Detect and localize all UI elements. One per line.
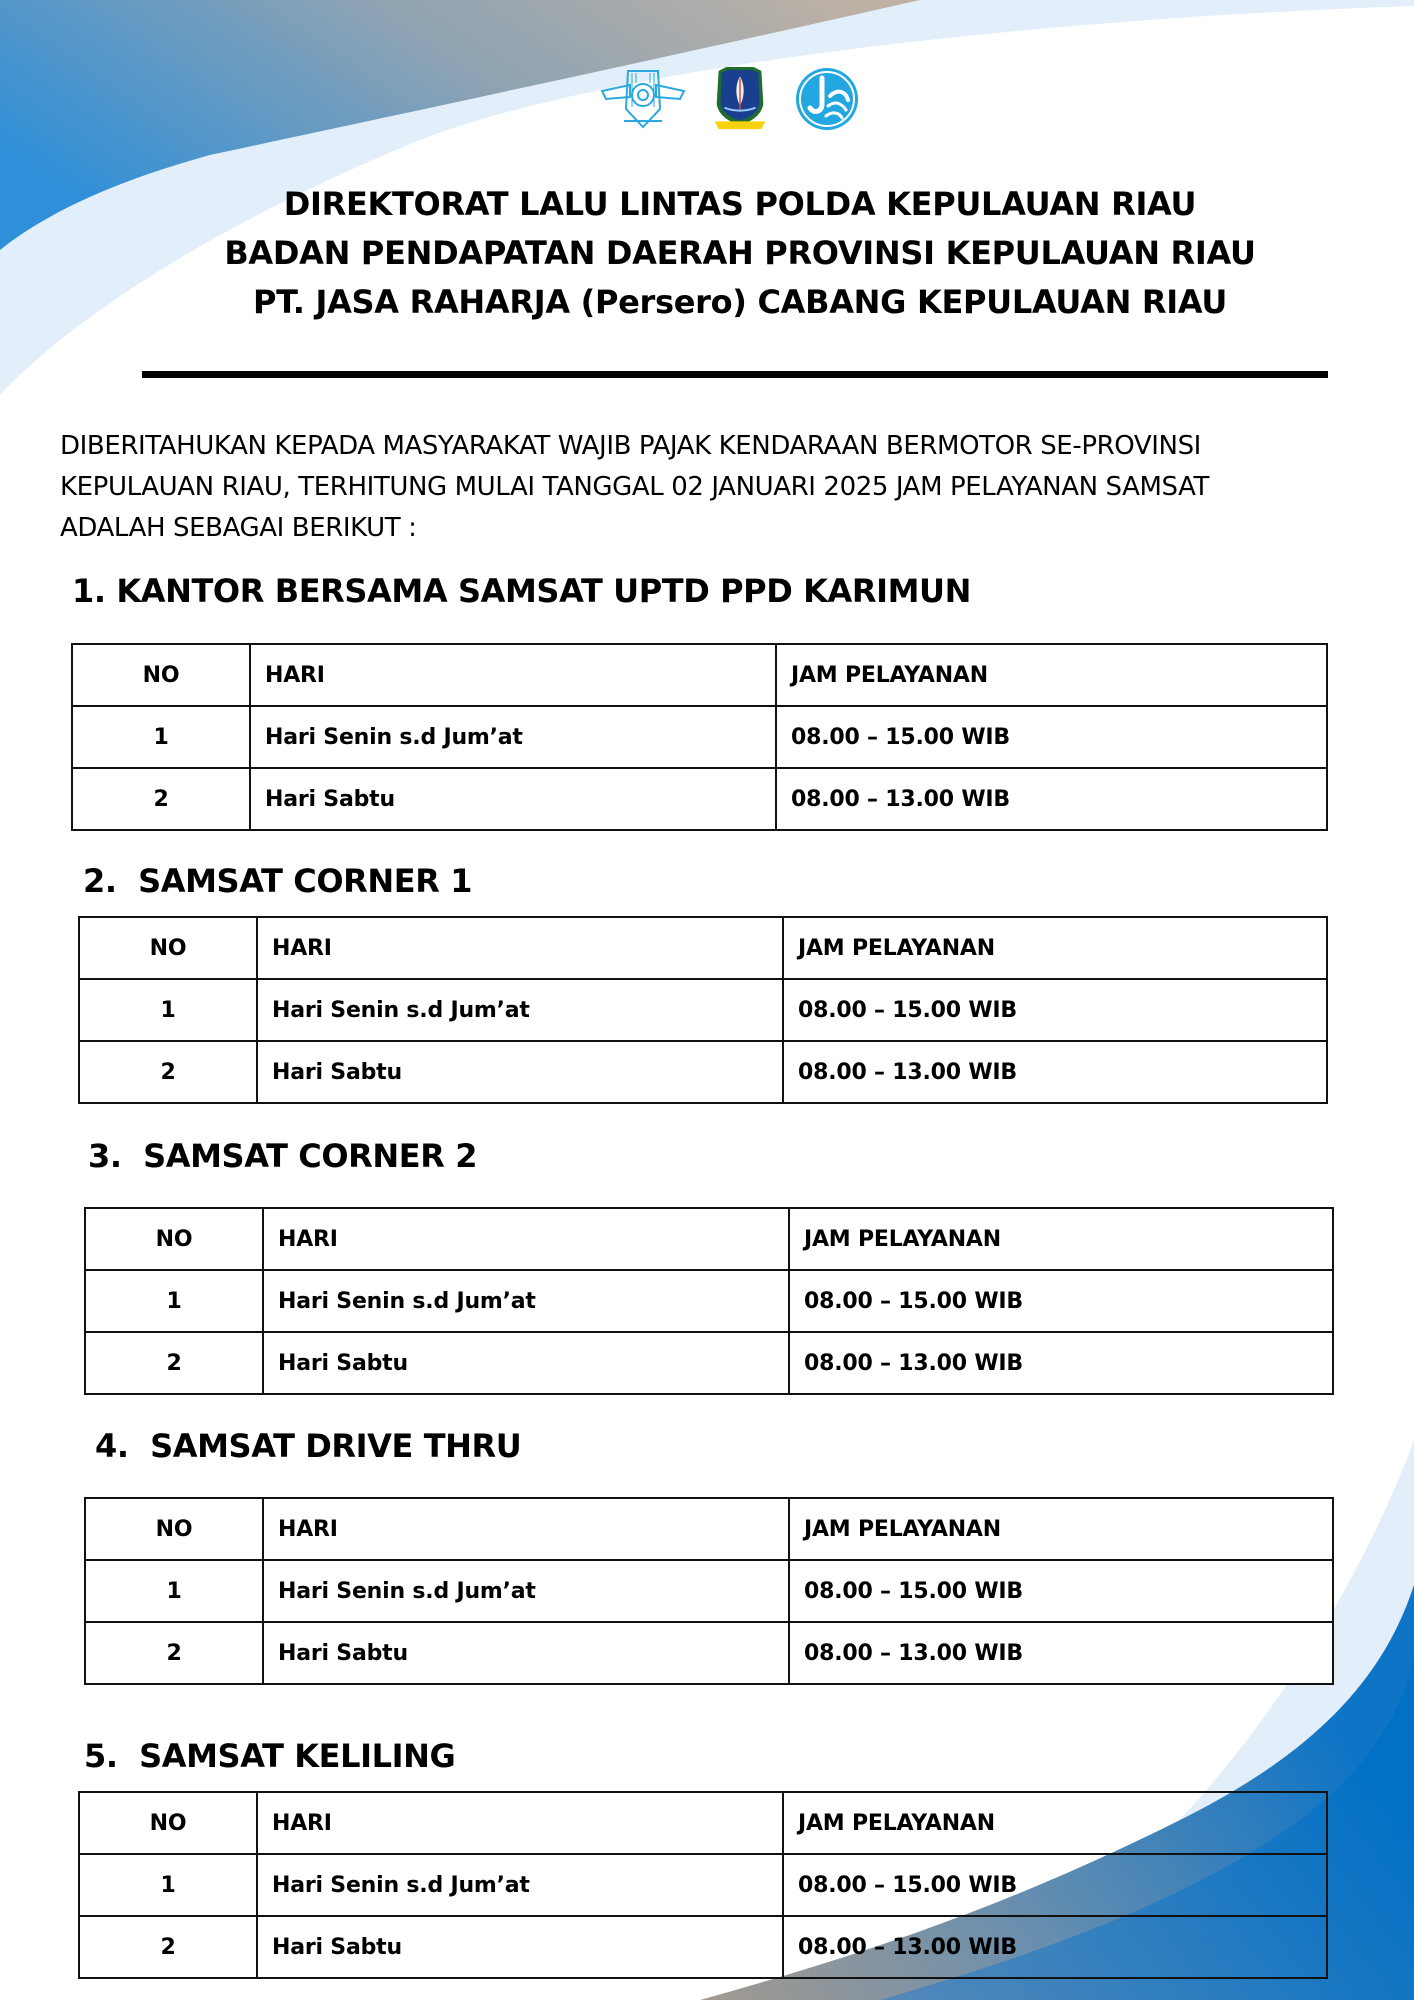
row-no: 1 xyxy=(85,1270,263,1332)
announcement-text xyxy=(60,426,1360,549)
row-hours: 08.00 – 15.00 WIB xyxy=(789,1560,1333,1622)
row-no: 2 xyxy=(79,1916,257,1978)
table-row xyxy=(85,1622,1333,1684)
row-day: Hari Senin s.d Jum’at xyxy=(250,706,776,768)
table-row xyxy=(85,1560,1333,1622)
issuing-agencies-header xyxy=(120,180,1360,327)
header-hours: JAM PELAYANAN xyxy=(789,1208,1333,1270)
korlantas-police-emblem-icon xyxy=(600,65,686,133)
table-row xyxy=(85,1332,1333,1394)
row-no: 2 xyxy=(85,1332,263,1394)
announcement-line-1: DIBERITAHUKAN KEPADA MASYARAKAT WAJIB PAJAK KENDARAAN BERMOTOR SE-PROVINSI xyxy=(60,431,1201,461)
table-row xyxy=(79,979,1327,1041)
section-title-corner-2: 3. SAMSAT CORNER 2 xyxy=(88,1137,478,1175)
row-day: Hari Sabtu xyxy=(250,768,776,830)
schedule-table-keliling xyxy=(78,1791,1328,1979)
row-day: Hari Senin s.d Jum’at xyxy=(263,1560,789,1622)
table-row xyxy=(72,706,1327,768)
header-no: NO xyxy=(85,1498,263,1560)
row-day: Hari Sabtu xyxy=(263,1332,789,1394)
table-row xyxy=(79,1916,1327,1978)
row-no: 2 xyxy=(85,1622,263,1684)
row-hours: 08.00 – 15.00 WIB xyxy=(789,1270,1333,1332)
row-day: Hari Senin s.d Jum’at xyxy=(257,979,783,1041)
schedule-table-karimun xyxy=(71,643,1328,831)
table-row xyxy=(79,1041,1327,1103)
schedule-table-drive-thru xyxy=(84,1497,1334,1685)
header-day: HARI xyxy=(263,1498,789,1560)
table-header-row xyxy=(85,1208,1333,1270)
row-no: 1 xyxy=(79,979,257,1041)
jasa-raharja-logo-icon xyxy=(794,65,860,133)
header-no: NO xyxy=(85,1208,263,1270)
table-row xyxy=(72,768,1327,830)
header-divider xyxy=(142,371,1328,378)
table-row xyxy=(85,1270,1333,1332)
header-day: HARI xyxy=(250,644,776,706)
section-title-corner-1: 2. SAMSAT CORNER 1 xyxy=(83,862,473,900)
schedule-table-corner-2 xyxy=(84,1207,1334,1395)
row-no: 2 xyxy=(79,1041,257,1103)
row-no: 2 xyxy=(72,768,250,830)
agency-line-1: DIREKTORAT LALU LINTAS POLDA KEPULAUAN RIAU xyxy=(283,185,1197,223)
row-no: 1 xyxy=(72,706,250,768)
agency-line-3: PT. JASA RAHARJA (Persero) CABANG KEPULAUAN RIAU xyxy=(252,283,1228,321)
row-no: 1 xyxy=(85,1560,263,1622)
row-hours: 08.00 – 15.00 WIB xyxy=(783,1854,1327,1916)
row-hours: 08.00 – 13.00 WIB xyxy=(776,768,1327,830)
row-hours: 08.00 – 15.00 WIB xyxy=(776,706,1327,768)
header-day: HARI xyxy=(257,917,783,979)
row-day: Hari Sabtu xyxy=(257,1041,783,1103)
header-no: NO xyxy=(72,644,250,706)
row-hours: 08.00 – 15.00 WIB xyxy=(783,979,1327,1041)
row-day: Hari Senin s.d Jum’at xyxy=(257,1854,783,1916)
header-day: HARI xyxy=(257,1792,783,1854)
announcement-line-2: KEPULAUAN RIAU, TERHITUNG MULAI TANGGAL 02 JANUARI 2025 JAM PELAYANAN SAMSAT xyxy=(60,472,1209,502)
header-day: HARI xyxy=(263,1208,789,1270)
row-day: Hari Senin s.d Jum’at xyxy=(263,1270,789,1332)
agency-line-2: BADAN PENDAPATAN DAERAH PROVINSI KEPULAUAN RIAU xyxy=(224,234,1256,272)
logo-row xyxy=(600,64,860,134)
header-hours: JAM PELAYANAN xyxy=(776,644,1327,706)
row-no: 1 xyxy=(79,1854,257,1916)
header-no: NO xyxy=(79,1792,257,1854)
announcement-line-3: ADALAH SEBAGAI BERIKUT : xyxy=(60,513,417,543)
row-hours: 08.00 – 13.00 WIB xyxy=(789,1622,1333,1684)
row-hours: 08.00 – 13.00 WIB xyxy=(789,1332,1333,1394)
section-title-karimun: 1. KANTOR BERSAMA SAMSAT UPTD PPD KARIMUN xyxy=(72,572,972,610)
row-hours: 08.00 – 13.00 WIB xyxy=(783,1041,1327,1103)
table-header-row xyxy=(79,1792,1327,1854)
row-day: Hari Sabtu xyxy=(263,1622,789,1684)
table-row xyxy=(79,1854,1327,1916)
header-hours: JAM PELAYANAN xyxy=(783,917,1327,979)
table-header-row xyxy=(79,917,1327,979)
section-title-drive-thru: 4. SAMSAT DRIVE THRU xyxy=(95,1427,522,1465)
header-hours: JAM PELAYANAN xyxy=(789,1498,1333,1560)
section-title-keliling: 5. SAMSAT KELILING xyxy=(84,1737,456,1775)
kepri-province-crest-icon xyxy=(712,65,768,133)
table-header-row xyxy=(72,644,1327,706)
table-header-row xyxy=(85,1498,1333,1560)
header-no: NO xyxy=(79,917,257,979)
header-hours: JAM PELAYANAN xyxy=(783,1792,1327,1854)
row-hours: 08.00 – 13.00 WIB xyxy=(783,1916,1327,1978)
schedule-table-corner-1 xyxy=(78,916,1328,1104)
row-day: Hari Sabtu xyxy=(257,1916,783,1978)
